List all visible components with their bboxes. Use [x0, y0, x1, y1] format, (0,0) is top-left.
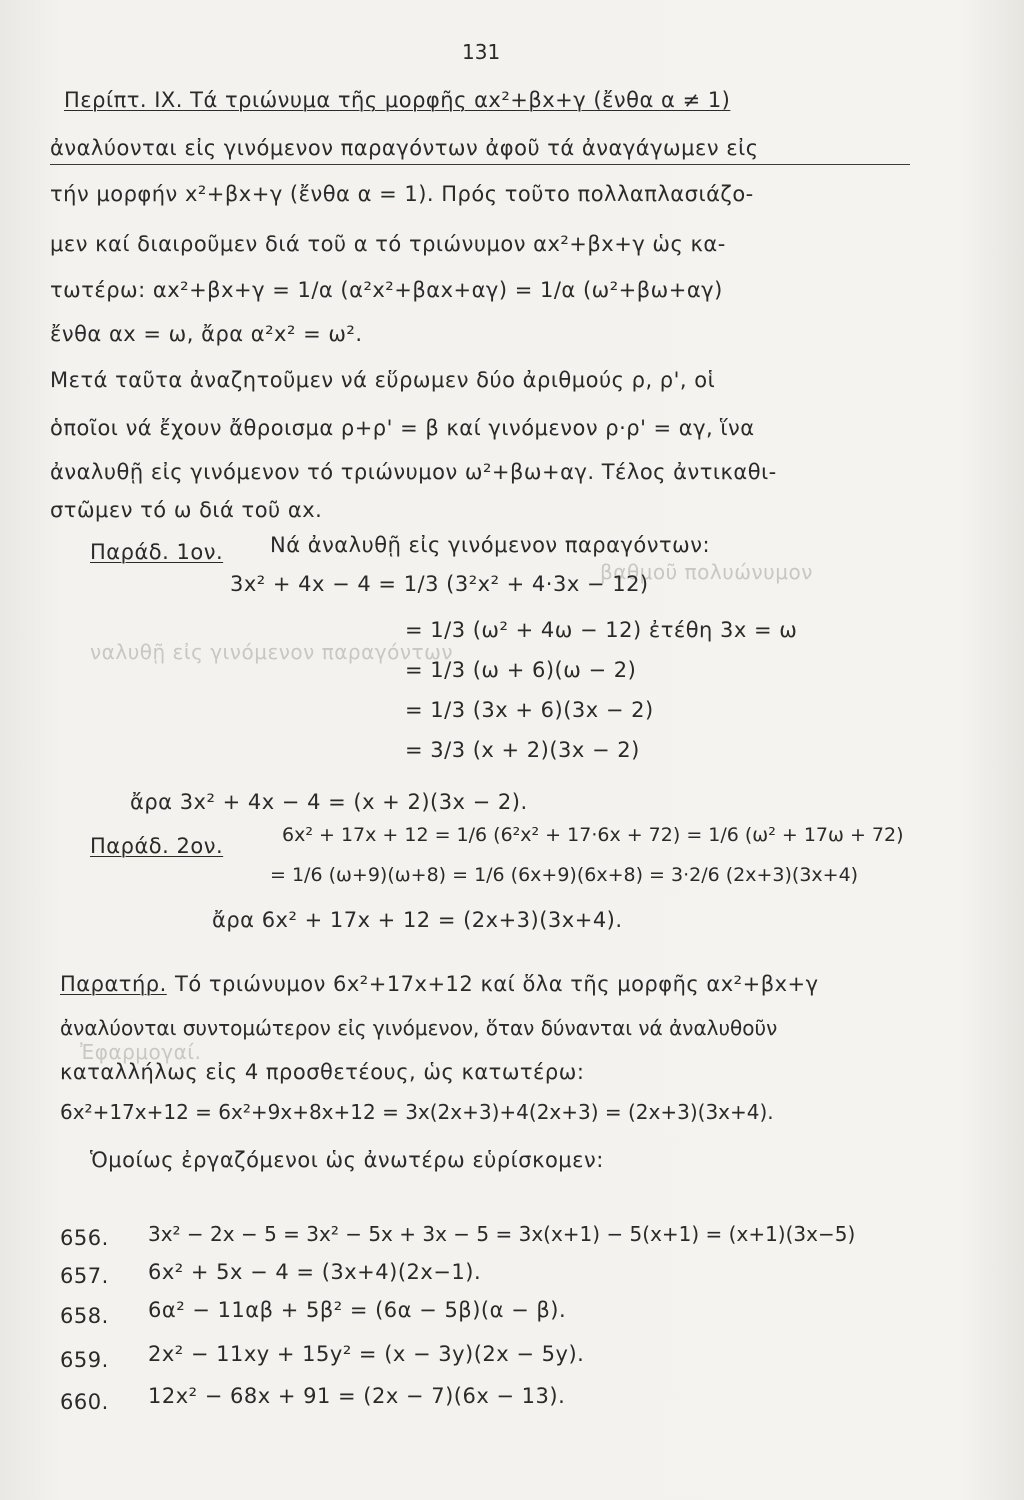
intro-line: ἀναλυθῇ εἰς γινόμενον τό τριώνυμον ω²+βω+αγ. Τέλος ἀντικαθι-	[50, 460, 777, 484]
example1-step: = 1/3 (ω + 6)(ω − 2)	[405, 658, 637, 682]
example1-label: Παράδ. 1ον.	[90, 540, 224, 564]
example1-conclusion: ἄρα 3x² + 4x − 4 = (x + 2)(3x − 2).	[130, 790, 528, 814]
exercise-text: 6x² + 5x − 4 = (3x+4)(2x−1).	[148, 1260, 482, 1284]
example1-prompt: Νά ἀναλυθῇ εἰς γινόμενον παραγόντων:	[270, 533, 711, 557]
exercise-number: 656.	[60, 1226, 109, 1250]
intro-line: τήν μορφήν x²+βx+γ (ἔνθα α = 1). Πρός τοῦτο πολλαπλασιάζο-	[50, 182, 754, 206]
case-heading-line: Περίπτ. IX. Τά τριώνυμα τῆς μορφῆς αx²+βx+γ (ἔνθα α ≠ 1)	[64, 88, 731, 112]
remark-line: καταλλήλως εἰς 4 προσθετέους, ὡς κατωτέρω:	[60, 1060, 585, 1084]
remark-label: Παρατήρ.	[60, 972, 167, 996]
intro-line: στῶμεν τό ω διά τοῦ αx.	[50, 498, 323, 522]
exercise-text: 2x² − 11xy + 15y² = (x − 3y)(2x − 5y).	[148, 1342, 585, 1366]
example2-line: 6x² + 17x + 12 = 1/6 (6²x² + 17·6x + 72) = 1/6 (ω² + 17ω + 72)	[282, 824, 904, 846]
example2-label: Παράδ. 2ον.	[90, 834, 224, 858]
exercise-text: 12x² − 68x + 91 = (2x − 7)(6x − 13).	[148, 1384, 566, 1408]
exercise-number: 658.	[60, 1304, 109, 1328]
example1-step: = 1/3 (3x + 6)(3x − 2)	[405, 698, 654, 722]
example1-step: = 1/3 (ω² + 4ω − 12) ἐτέθη 3x = ω	[405, 618, 798, 642]
exercise-text: 3x² − 2x − 5 = 3x² − 5x + 3x − 5 = 3x(x+1) − 5(x+1) = (x+1)(3x−5)	[148, 1222, 856, 1246]
example1-step: 3x² + 4x − 4 = 1/3 (3²x² + 4·3x − 12)	[230, 572, 649, 596]
exercise-number: 659.	[60, 1348, 109, 1372]
intro-line: ὁποῖοι νά ἔχουν ἄθροισμα ρ+ρ' = β καί γινόμενον ρ·ρ' = αγ, ἵνα	[50, 416, 755, 440]
example1-step: = 3/3 (x + 2)(3x − 2)	[405, 738, 640, 762]
remark-line: 6x²+17x+12 = 6x²+9x+8x+12 = 3x(2x+3)+4(2x+3) = (2x+3)(3x+4).	[60, 1100, 774, 1124]
similarly-line: Ὁμοίως ἐργαζόμενοι ὡς ἀνωτέρω εὑρίσκομεν:	[90, 1148, 604, 1172]
intro-line: ἀναλύονται εἰς γινόμενον παραγόντων ἀφοῦ τά ἀναγάγωμεν εἰς	[50, 136, 759, 160]
intro-line: Μετά ταῦτα ἀναζητοῦμεν νά εὕρωμεν δύο ἀριθμούς ρ, ρ', οἱ	[50, 368, 716, 392]
intro-line: ἔνθα αx = ω, ἄρα α²x² = ω².	[50, 322, 363, 346]
remark-line: ἀναλύονται συντομώτερον εἰς γινόμενον, ὅταν δύνανται νά ἀναλυθοῦν	[60, 1016, 778, 1040]
remark-line: Τό τριώνυμον 6x²+17x+12 καί ὅλα τῆς μορφῆς αx²+βx+γ	[175, 972, 819, 996]
example2-line: = 1/6 (ω+9)(ω+8) = 1/6 (6x+9)(6x+8) = 3·2/6 (2x+3)(3x+4)	[270, 864, 859, 886]
underline-rule	[50, 164, 910, 165]
bleed-through-text: Ἐφαρμογαί.	[80, 1040, 202, 1064]
exercise-number: 660.	[60, 1390, 109, 1414]
page-number: 131	[462, 40, 501, 64]
intro-line: τωτέρω: αx²+βx+γ = 1/α (α²x²+βαx+αγ) = 1/α (ω²+βω+αγ)	[50, 278, 723, 302]
intro-line: μεν καί διαιροῦμεν διά τοῦ α τό τριώνυμον αx²+βx+γ ὡς κα-	[50, 232, 726, 256]
exercise-text: 6α² − 11αβ + 5β² = (6α − 5β)(α − β).	[148, 1298, 567, 1322]
bleed-through-text: ναλυθῇ εἰς γινόμενον παραγόντων	[90, 640, 453, 664]
bleed-through-text: βαθμοῦ πολυώνυμον	[600, 560, 813, 584]
exercise-number: 657.	[60, 1264, 109, 1288]
example2-conclusion: ἄρα 6x² + 17x + 12 = (2x+3)(3x+4).	[212, 908, 623, 932]
